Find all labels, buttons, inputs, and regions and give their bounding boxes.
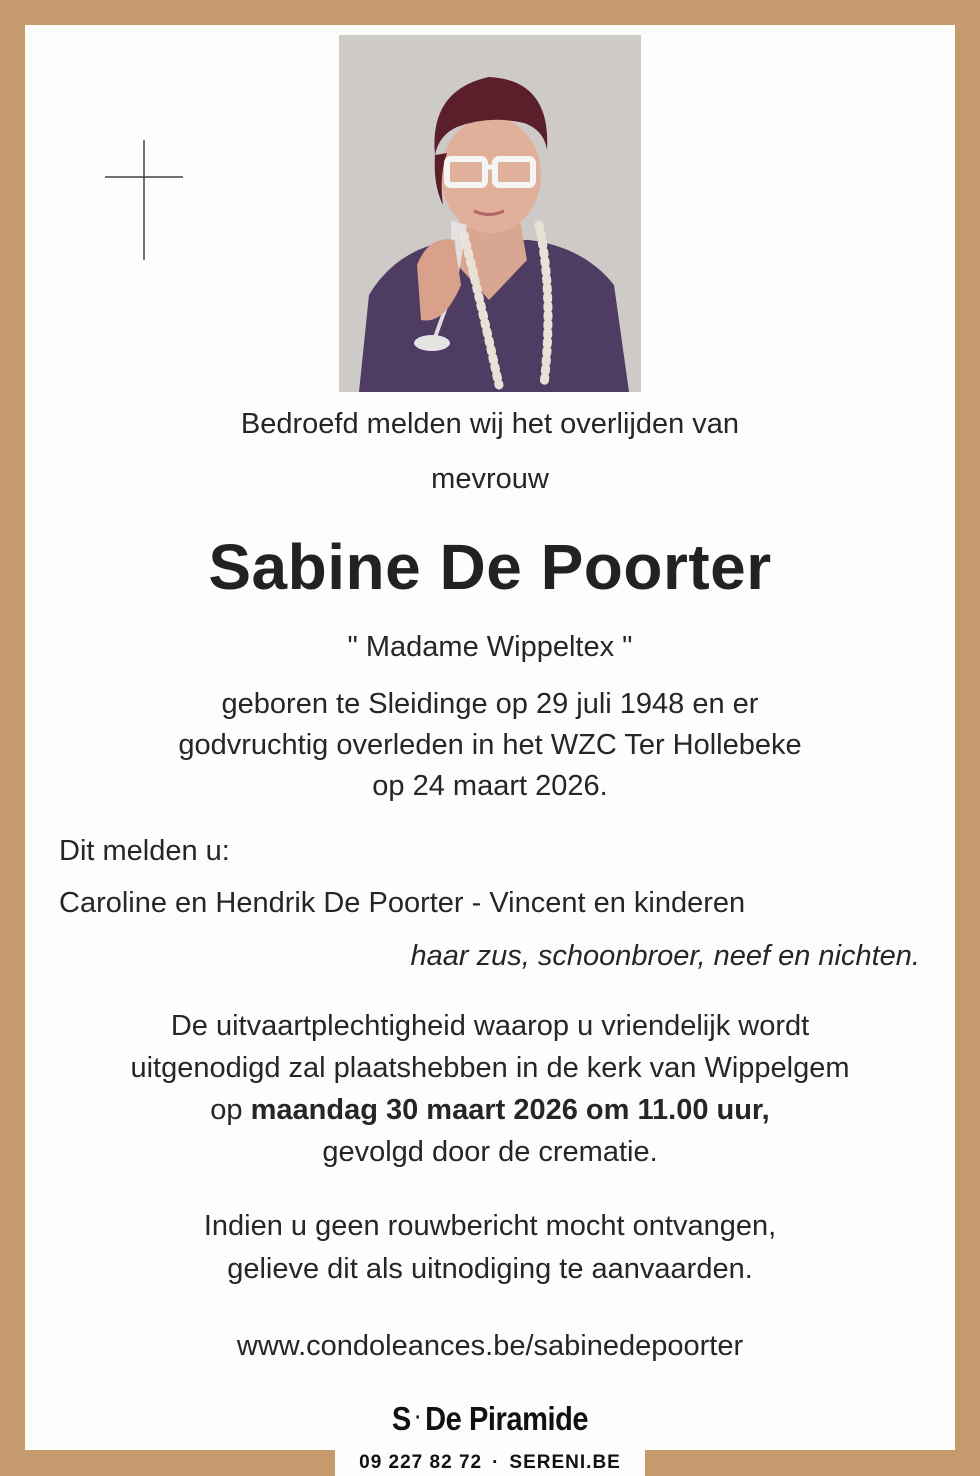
nickname: " Madame Wippeltex " <box>347 631 633 663</box>
family-names: Caroline en Hendrik De Poorter - Vincent en kinderen <box>59 887 746 919</box>
footer-separator: · <box>492 1452 500 1473</box>
funeral-details <box>25 1005 955 1173</box>
logo-name: De Piramide <box>425 1400 589 1437</box>
deceased-name: Sabine De Poorter <box>208 531 772 603</box>
funeral-date-prefix: op <box>210 1094 243 1126</box>
funeral-date: maandag 30 maart 2026 om 11.00 uur, <box>250 1094 770 1126</box>
announcers-label: Dit melden u: <box>59 835 230 867</box>
funeral-line-3 <box>25 1089 955 1131</box>
condolence-link[interactable]: www.condoleances.be/sabinedepoorter <box>236 1330 744 1362</box>
family-relation: haar zus, schoonbroer, neef en nichten. <box>410 940 920 972</box>
portrait-photo <box>339 35 641 392</box>
intro-text: Bedroefd melden wij het overlijden van <box>240 408 740 440</box>
notice-line-1: Indien u geen rouwbericht mocht ontvangen, <box>203 1210 777 1242</box>
birth-line: geboren te Sleidinge op 29 juli 1948 en er <box>221 688 759 720</box>
obituary-card <box>25 25 955 1450</box>
death-line: godvruchtig overleden in het WZC Ter Hollebeke <box>178 729 802 761</box>
footer-contact <box>335 1450 645 1476</box>
birth-death-details <box>25 684 955 807</box>
funeral-line-4: gevolgd door de crematie. <box>322 1136 658 1168</box>
notice-line-2: gelieve dit als uitnodiging te aanvaarden. <box>227 1253 753 1285</box>
death-date-line: op 24 maart 2026. <box>372 770 608 802</box>
title-text: mevrouw <box>431 463 549 495</box>
funeral-line-1: De uitvaartplechtigheid waarop u vriendelijk wordt <box>170 1010 810 1042</box>
footer-phone: 09 227 82 72 <box>359 1452 483 1473</box>
footer-site[interactable]: SERENI.BE <box>509 1452 621 1473</box>
notice-text <box>25 1205 955 1291</box>
funeral-line-2: uitgenodigd zal plaatshebben in de kerk van Wippelgem <box>130 1052 850 1084</box>
logo-mark: S <box>391 1400 411 1437</box>
funeral-home-logo <box>81 1400 899 1438</box>
logo-dot: · <box>415 1407 421 1429</box>
cross-icon <box>105 140 183 260</box>
